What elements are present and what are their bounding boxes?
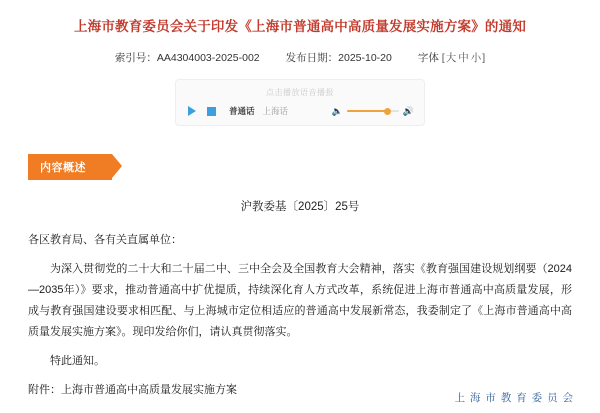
publish-date xyxy=(286,50,392,65)
volume-icon[interactable]: 🔊 xyxy=(402,105,414,116)
paragraph-attachment: 附件：上海市普通高中高质量发展实施方案 xyxy=(28,384,237,396)
tab-shanghainese[interactable]: 上海话 xyxy=(262,106,289,116)
font-size-large[interactable]: 大 xyxy=(445,52,457,64)
bracket-right: ] xyxy=(482,52,486,64)
volume-knob[interactable] xyxy=(384,108,391,115)
footer-signature: 上 海 市 教 育 委 员 会 xyxy=(454,392,574,404)
index-label: 索引号： xyxy=(114,52,157,64)
index-value: AA4304003-2025-002 xyxy=(156,52,260,64)
stop-icon[interactable] xyxy=(207,107,216,116)
volume-fill xyxy=(347,110,388,112)
section-tag: 内容概述 xyxy=(28,154,112,180)
font-size-control xyxy=(418,50,485,65)
player-title: 点击播放语音播报 xyxy=(266,88,334,97)
date-label: 发布日期： xyxy=(285,52,339,64)
index-number xyxy=(115,50,260,65)
volume-control[interactable] xyxy=(332,107,414,116)
font-size-medium[interactable]: 中 xyxy=(458,52,469,64)
bracket-left: [ xyxy=(441,52,445,64)
font-size-small[interactable]: 小 xyxy=(470,52,482,64)
paragraph-recipient: 各区教育局、各有关直属单位： xyxy=(28,234,182,246)
play-icon[interactable] xyxy=(188,106,196,116)
document-meta xyxy=(0,50,600,65)
document-number: 沪教委基〔2025〕25号 xyxy=(240,201,360,213)
paragraph-notice: 特此通知。 xyxy=(50,355,105,367)
font-size-label: 字体 xyxy=(417,52,439,64)
player-controls xyxy=(186,105,414,117)
speaker-icon[interactable]: 🔈 xyxy=(331,105,343,116)
volume-slider[interactable] xyxy=(347,110,399,112)
page-title: 上海市教育委员会关于印发《上海市普通高中高质量发展实施方案》的通知 xyxy=(73,19,527,34)
language-tabs xyxy=(229,105,288,117)
font-size-options xyxy=(442,52,485,64)
tab-mandarin[interactable]: 普通话 xyxy=(229,106,255,116)
audio-player[interactable] xyxy=(175,79,425,126)
document-body xyxy=(28,230,572,401)
date-value: 2025-10-20 xyxy=(338,52,392,64)
paragraph-main: 为深入贯彻党的二十大和二十届二中、三中全会及全国教育大会精神，落实《教育强国建设规划纲要（2024—2035年）》要求，推动普通高中扩优提质，持续深化育人方式改革，系统促进上海市普通高中高质量发展，形成与教育强国建设要求相匹配、与上海城市定位相适应的普通高中发展新常态，我委制定了《上海市普通高中高质量发展实施方案》。现印发给你们，请认真贯彻落实。 xyxy=(28,263,572,338)
